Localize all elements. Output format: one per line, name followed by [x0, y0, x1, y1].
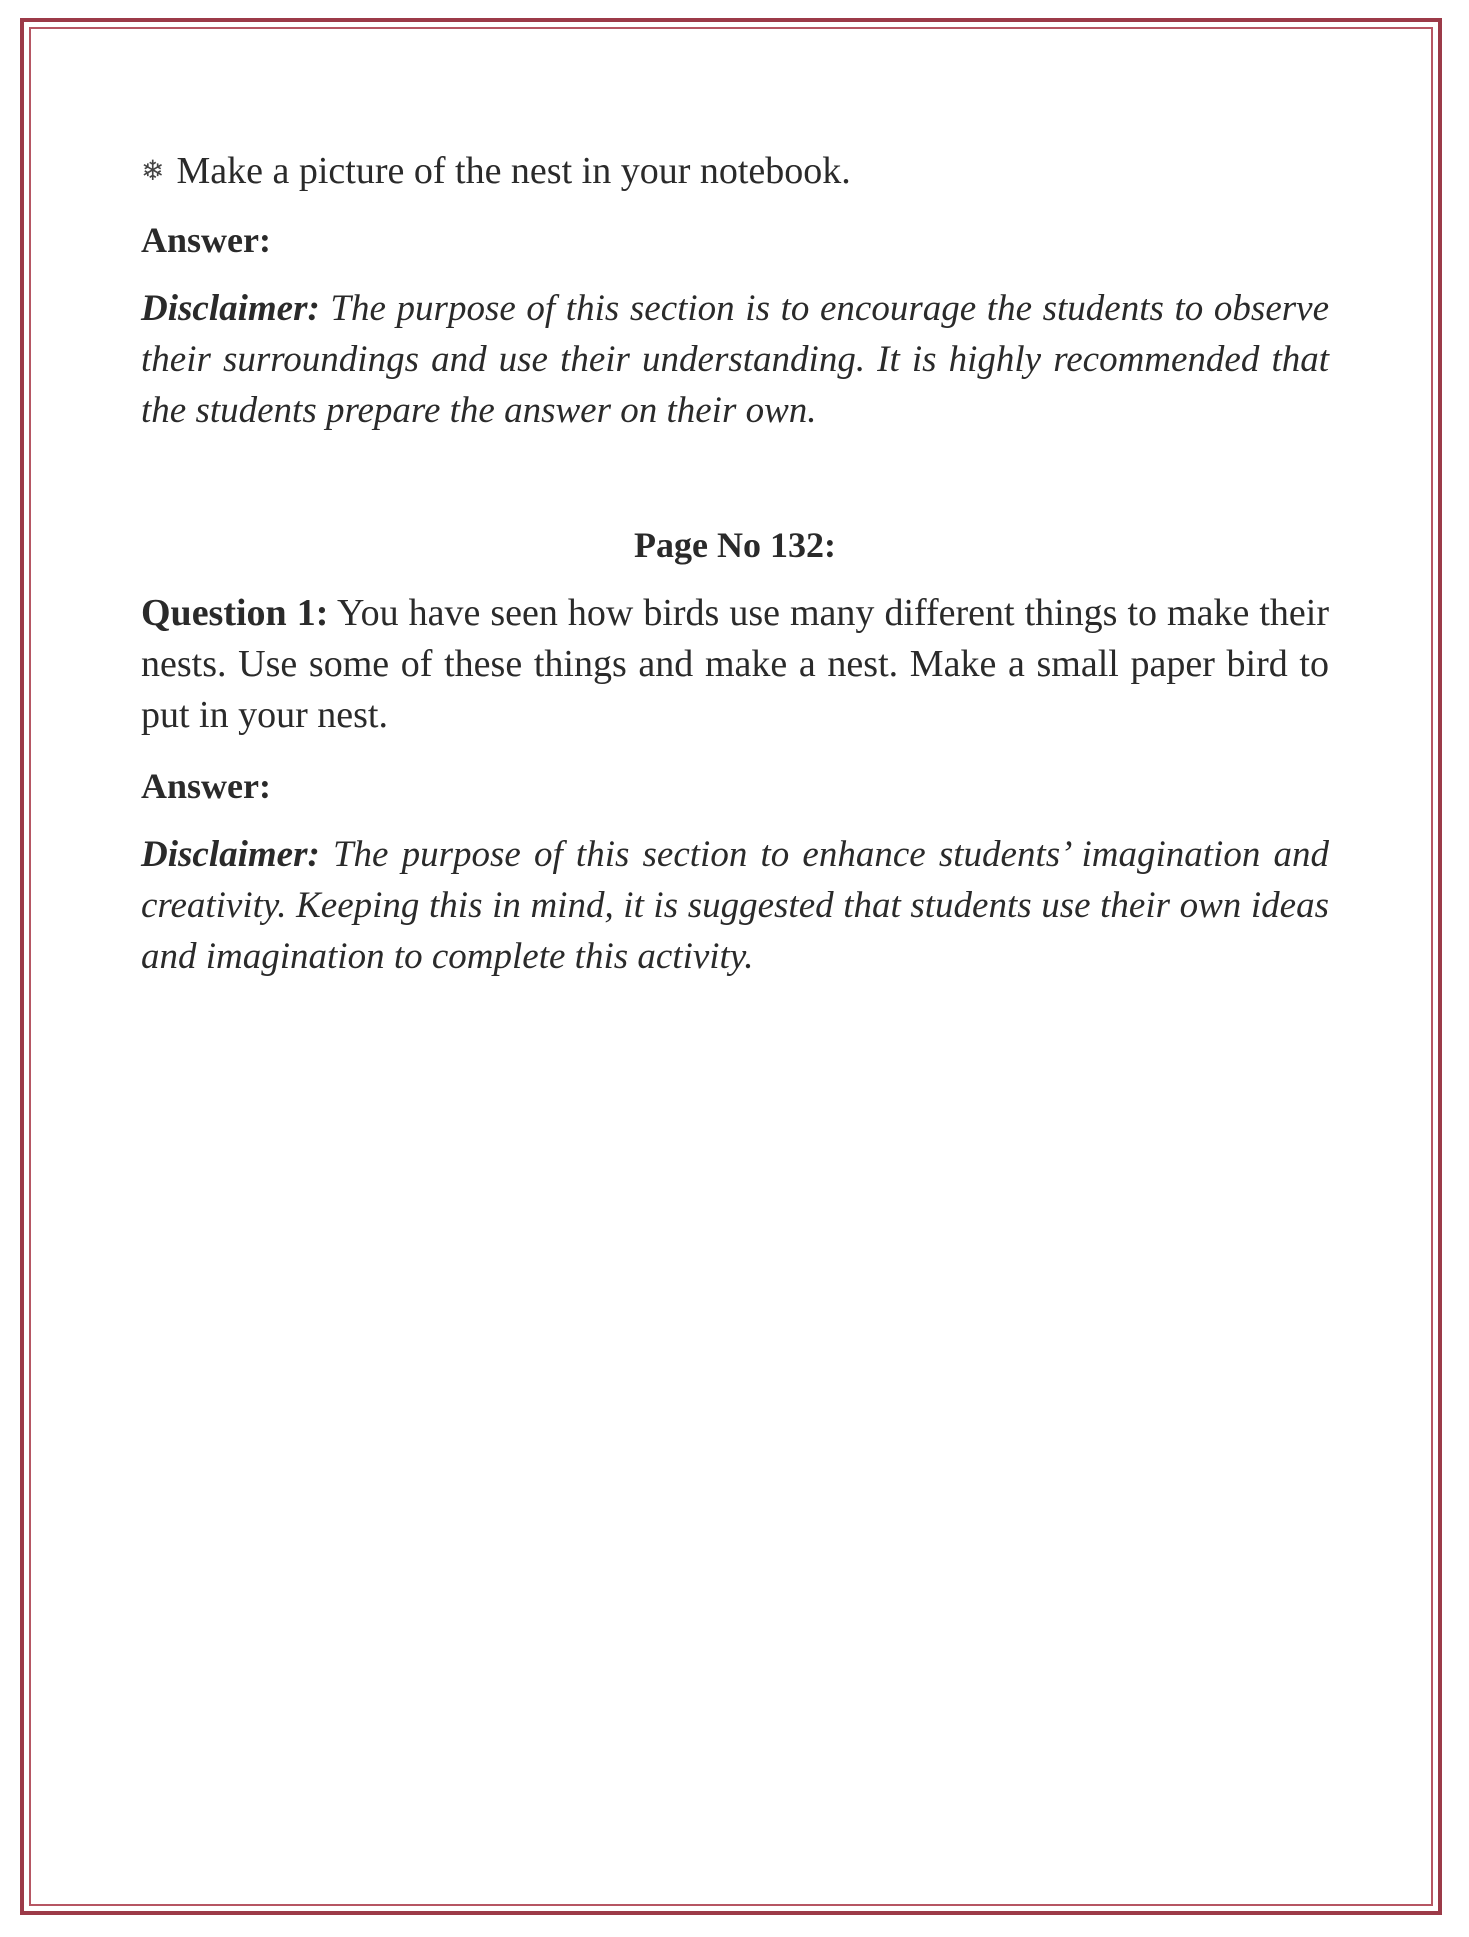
disclaimer-paragraph: [141, 829, 1329, 982]
answer-label: Answer:: [141, 766, 271, 806]
snowflake-bullet-icon: ❄: [141, 154, 165, 187]
question-paragraph: [141, 588, 1329, 741]
answer-label: Answer:: [141, 220, 271, 260]
activity-text: Make a picture of the nest in your notebook.: [176, 150, 851, 192]
page-number-heading: Page No 132:: [634, 525, 836, 565]
question-text: You have seen how birds use many different things to make their nests. Use some of these things and make a nest. Make a small paper bird to put in your nest.: [141, 592, 1329, 736]
disclaimer-text: The purpose of this section to enhance students’ imagination and creativity. Keeping this in mind, it is suggested that students use their own ideas and imagination to complete this activity.: [141, 834, 1329, 977]
page-content: [141, 145, 1329, 982]
disclaimer-lead: Disclaimer:: [141, 288, 320, 329]
activity-instruction: [141, 145, 1329, 197]
disclaimer-lead: Disclaimer:: [141, 834, 320, 875]
question-lead: Question 1:: [141, 592, 329, 634]
disclaimer-text: The purpose of this section is to encourage the students to observe their surroundings and use their understanding. It is highly recommended that the students prepare the answer on their own.: [141, 288, 1329, 431]
disclaimer-paragraph: [141, 283, 1329, 436]
